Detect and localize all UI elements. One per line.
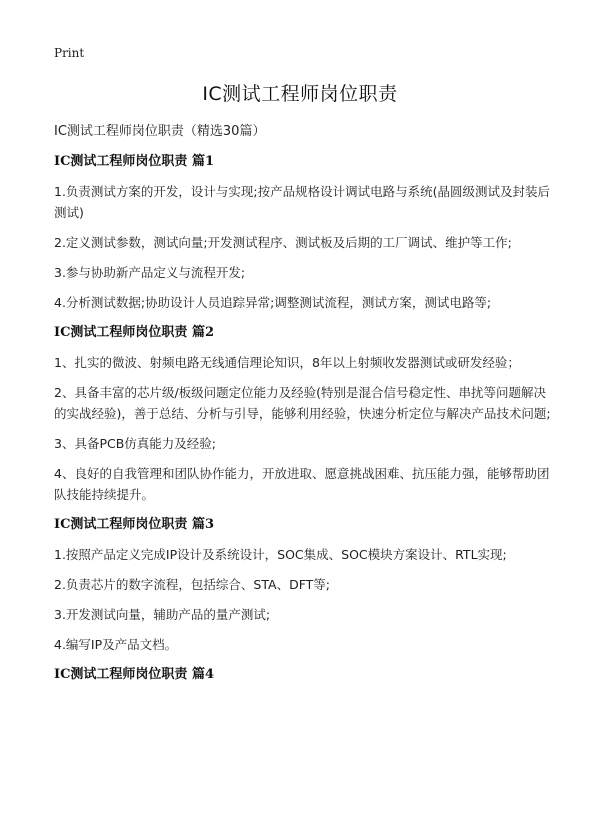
duty-paragraph: 1、扎实的微波、射频电路无线通信理论知识，8年以上射频收发器测试或研发经验；: [54, 355, 520, 370]
page-title: IC测试工程师岗位职责: [202, 83, 398, 105]
duty-paragraph: 4、良好的自我管理和团队协作能力，开放进取、愿意挑战困难、抗压能力强，能够帮助团队技能持续提升。: [54, 466, 550, 502]
duty-paragraph: 1.负责测试方案的开发，设计与实现;按产品规格设计调试电路与系统(晶圆级测试及封装后测试): [54, 184, 551, 220]
duty-paragraph: 3.开发测试向量，辅助产品的量产测试;: [54, 607, 271, 622]
duty-paragraph: 4.分析测试数据;协助设计人员追踪异常;调整测试流程，测试方案，测试电路等;: [54, 295, 492, 310]
section: [54, 151, 554, 313]
duty-paragraph: 2.定义测试参数，测试向量;开发测试程序、测试板及后期的工厂调试、维护等工作;: [54, 235, 512, 250]
section-heading: IC测试工程师岗位职责 篇4: [54, 667, 214, 682]
duty-paragraph: 3、具备PCB仿真能力及经验;: [54, 436, 217, 451]
section: [54, 322, 554, 505]
section-heading: IC测试工程师岗位职责 篇3: [54, 517, 214, 532]
duty-paragraph: 2、具备丰富的芯片级/板级问题定位能力及经验(特别是混合信号稳定性、串扰等问题解决的实战经验)，善于总结、分析与引导，能够利用经验，快速分析定位与解决产品技术问题;: [54, 385, 551, 421]
duty-paragraph: 3.参与协助新产品定义与流程开发;: [54, 265, 246, 280]
section: [54, 514, 554, 655]
duty-paragraph: 4.编写IP及产品文档。: [54, 637, 178, 652]
section: [54, 664, 554, 686]
section-heading: IC测试工程师岗位职责 篇1: [54, 154, 214, 169]
document-body: [54, 121, 554, 694]
section-heading: IC测试工程师岗位职责 篇2: [54, 325, 214, 340]
print-link[interactable]: Print: [54, 46, 85, 60]
document-intro: IC测试工程师岗位职责（精选30篇）: [54, 124, 266, 139]
sections-container: [54, 151, 554, 686]
duty-paragraph: 2.负责芯片的数字流程，包括综合、STA、DFT等;: [54, 577, 331, 592]
duty-paragraph: 1.按照产品定义完成IP设计及系统设计，SOC集成、SOC模块方案设计、RTL实现;: [54, 547, 507, 562]
